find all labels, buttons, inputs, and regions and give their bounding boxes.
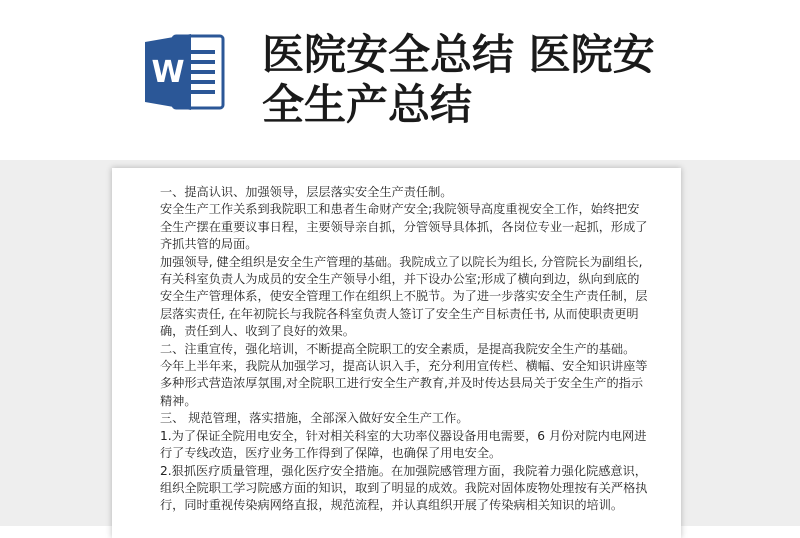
paragraph: 一、提高认识、加强领导，层层落实安全生产责任制。 <box>160 185 453 199</box>
paragraph: 2.狠抓医疗质量管理，强化医疗安全措施。在加强院感管理方面，我院着力强化院感意识，组织全院职工学习院感方面的知识，取到了明显的成效。我院对固体废物处理按有关严格执行，同时重视传染病网络直报，规范流程，并认真组织开展了传染病相关知识的培训。 <box>160 463 648 513</box>
paragraph: 加强领导, 健全组织是安全生产管理的基础。我院成立了以院长为组长, 分管院长为副组长, 有关科室负责人为成员的安全生产领导小组，并下设办公室;形成了横向到边，纵向到底的安全生产管理体系，使安全管理工作在组织上不脱节。为了进一步落实安全生产责任制，层层落实责任, 在年初院长与我院各科室负责人签订了安全生产目标责任书, 从而使职责更明确，责任到人、收到了良好的效果。 <box>160 254 648 339</box>
svg-text:W: W <box>151 55 185 90</box>
paragraph: 二、注重宣传，强化培训，不断提高全院职工的安全素质，是提高我院安全生产的基础。 <box>160 341 636 356</box>
document-page <box>112 168 681 538</box>
word-document-icon <box>143 30 227 114</box>
paragraph: 今年上半年来，我院从加强学习，提高认识入手，充分利用宣传栏、横幅、安全知识讲座等多种形式营造浓厚氛围,对全院职工进行安全生产教育,并及时传达县局关于安全生产的指示精神。 <box>160 359 648 408</box>
paragraph: 三、 规范管理，落实措施，全部深入做好安全生产工作。 <box>160 411 469 426</box>
paragraph: 1.为了保证全院用电安全，针对相关科室的大功率仪器设备用电需要，6 月份对院内电网进行了专线改造，医疗业务工作得到了保障，也确保了用电安全。 <box>160 428 647 461</box>
header-banner <box>0 0 800 160</box>
paragraph: 安全生产工作关系到我院职工和患者生命财产安全;我院领导高度重视安全工作，始终把安全生产摆在重要议事日程，主要领导亲自抓，分管领导具体抓，各岗位专业一起抓，形成了齐抓共管的局面。 <box>160 202 648 252</box>
document-title: 医院安全总结 医院安全生产总结 <box>262 30 655 129</box>
document-body <box>160 184 648 515</box>
